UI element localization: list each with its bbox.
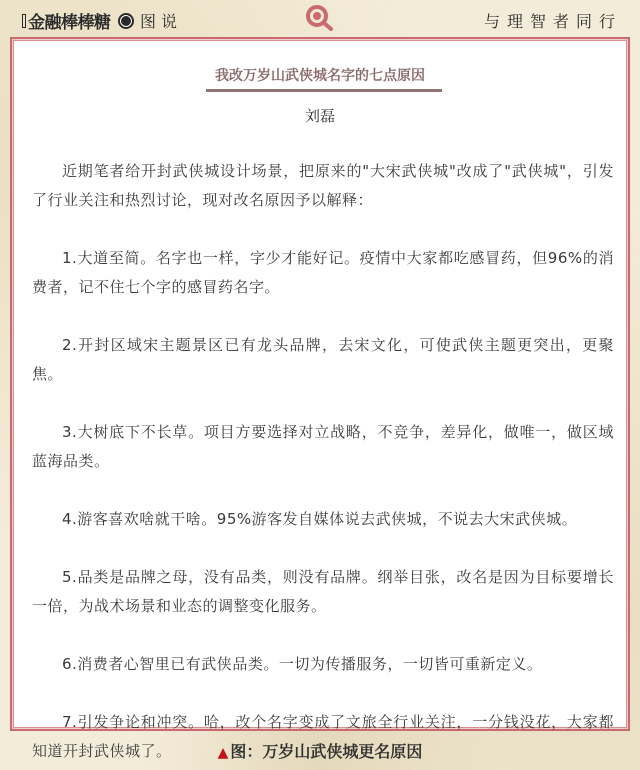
- caption-text: 图：万岁山武侠城更名原因: [230, 742, 423, 761]
- triangle-up-icon: ▲: [217, 745, 229, 761]
- reason-paragraph-6: 6.消费者心智里已有武侠品类。一切为传播服务，一切皆可重新定义。: [62, 655, 543, 673]
- section-name: 图说: [140, 12, 183, 31]
- brand-name: 金融棒棒糖: [28, 13, 111, 33]
- reason-paragraph-3: 3.大树底下不长草。项目方要选择对立战略，不竞争，差异化，做唯一，做区域蓝海品类。: [32, 423, 614, 470]
- reason-paragraph-2: 2.开封区域宋主题景区已有龙头品牌，去宋文化，可使武侠主题更突出，更聚焦。: [32, 336, 614, 383]
- reason-paragraph-7: 7.引发争论和冲突。哈，改个名字变成了文旅全行业关注，一分钱没花，大家都知道开封武侠城了。: [32, 713, 614, 760]
- intro-paragraph: 近期笔者给开封武侠城设计场景，把原来的"大宋武侠城"改成了"武侠城"，引发了行业关注和热烈讨论，现对改名原因予以解释：: [32, 162, 614, 209]
- slogan: 与理智者同行: [483, 12, 622, 31]
- title-underline: [206, 89, 442, 92]
- article-author: 刘磊: [304, 107, 335, 125]
- brand-logo[interactable]: [22, 8, 111, 33]
- article-title: 我改万岁山武侠城名字的七点原因: [215, 68, 425, 84]
- article-body: [32, 157, 614, 770]
- figure-caption: [0, 739, 640, 762]
- radio-dot-icon: [118, 13, 134, 29]
- reason-paragraph-1: 1.大道至简。名字也一样，字少才能好记。疫情中大家都吃感冒药，但96%的消费者，记不住七个字的感冒药名字。: [32, 249, 614, 296]
- reason-paragraph-4: 4.游客喜欢啥就干啥。95%游客发自媒体说去武侠城，不说去大宋武侠城。: [62, 510, 578, 528]
- section-label: [118, 9, 182, 32]
- top-bar: [0, 0, 640, 36]
- reason-paragraph-5: 5.品类是品牌之母，没有品类，则没有品牌。纲举目张，改名是因为目标要增长一倍，为战术场景和业态的调整变化服务。: [32, 568, 614, 615]
- search-icon[interactable]: [305, 4, 335, 32]
- brand-mark-icon: [22, 14, 26, 28]
